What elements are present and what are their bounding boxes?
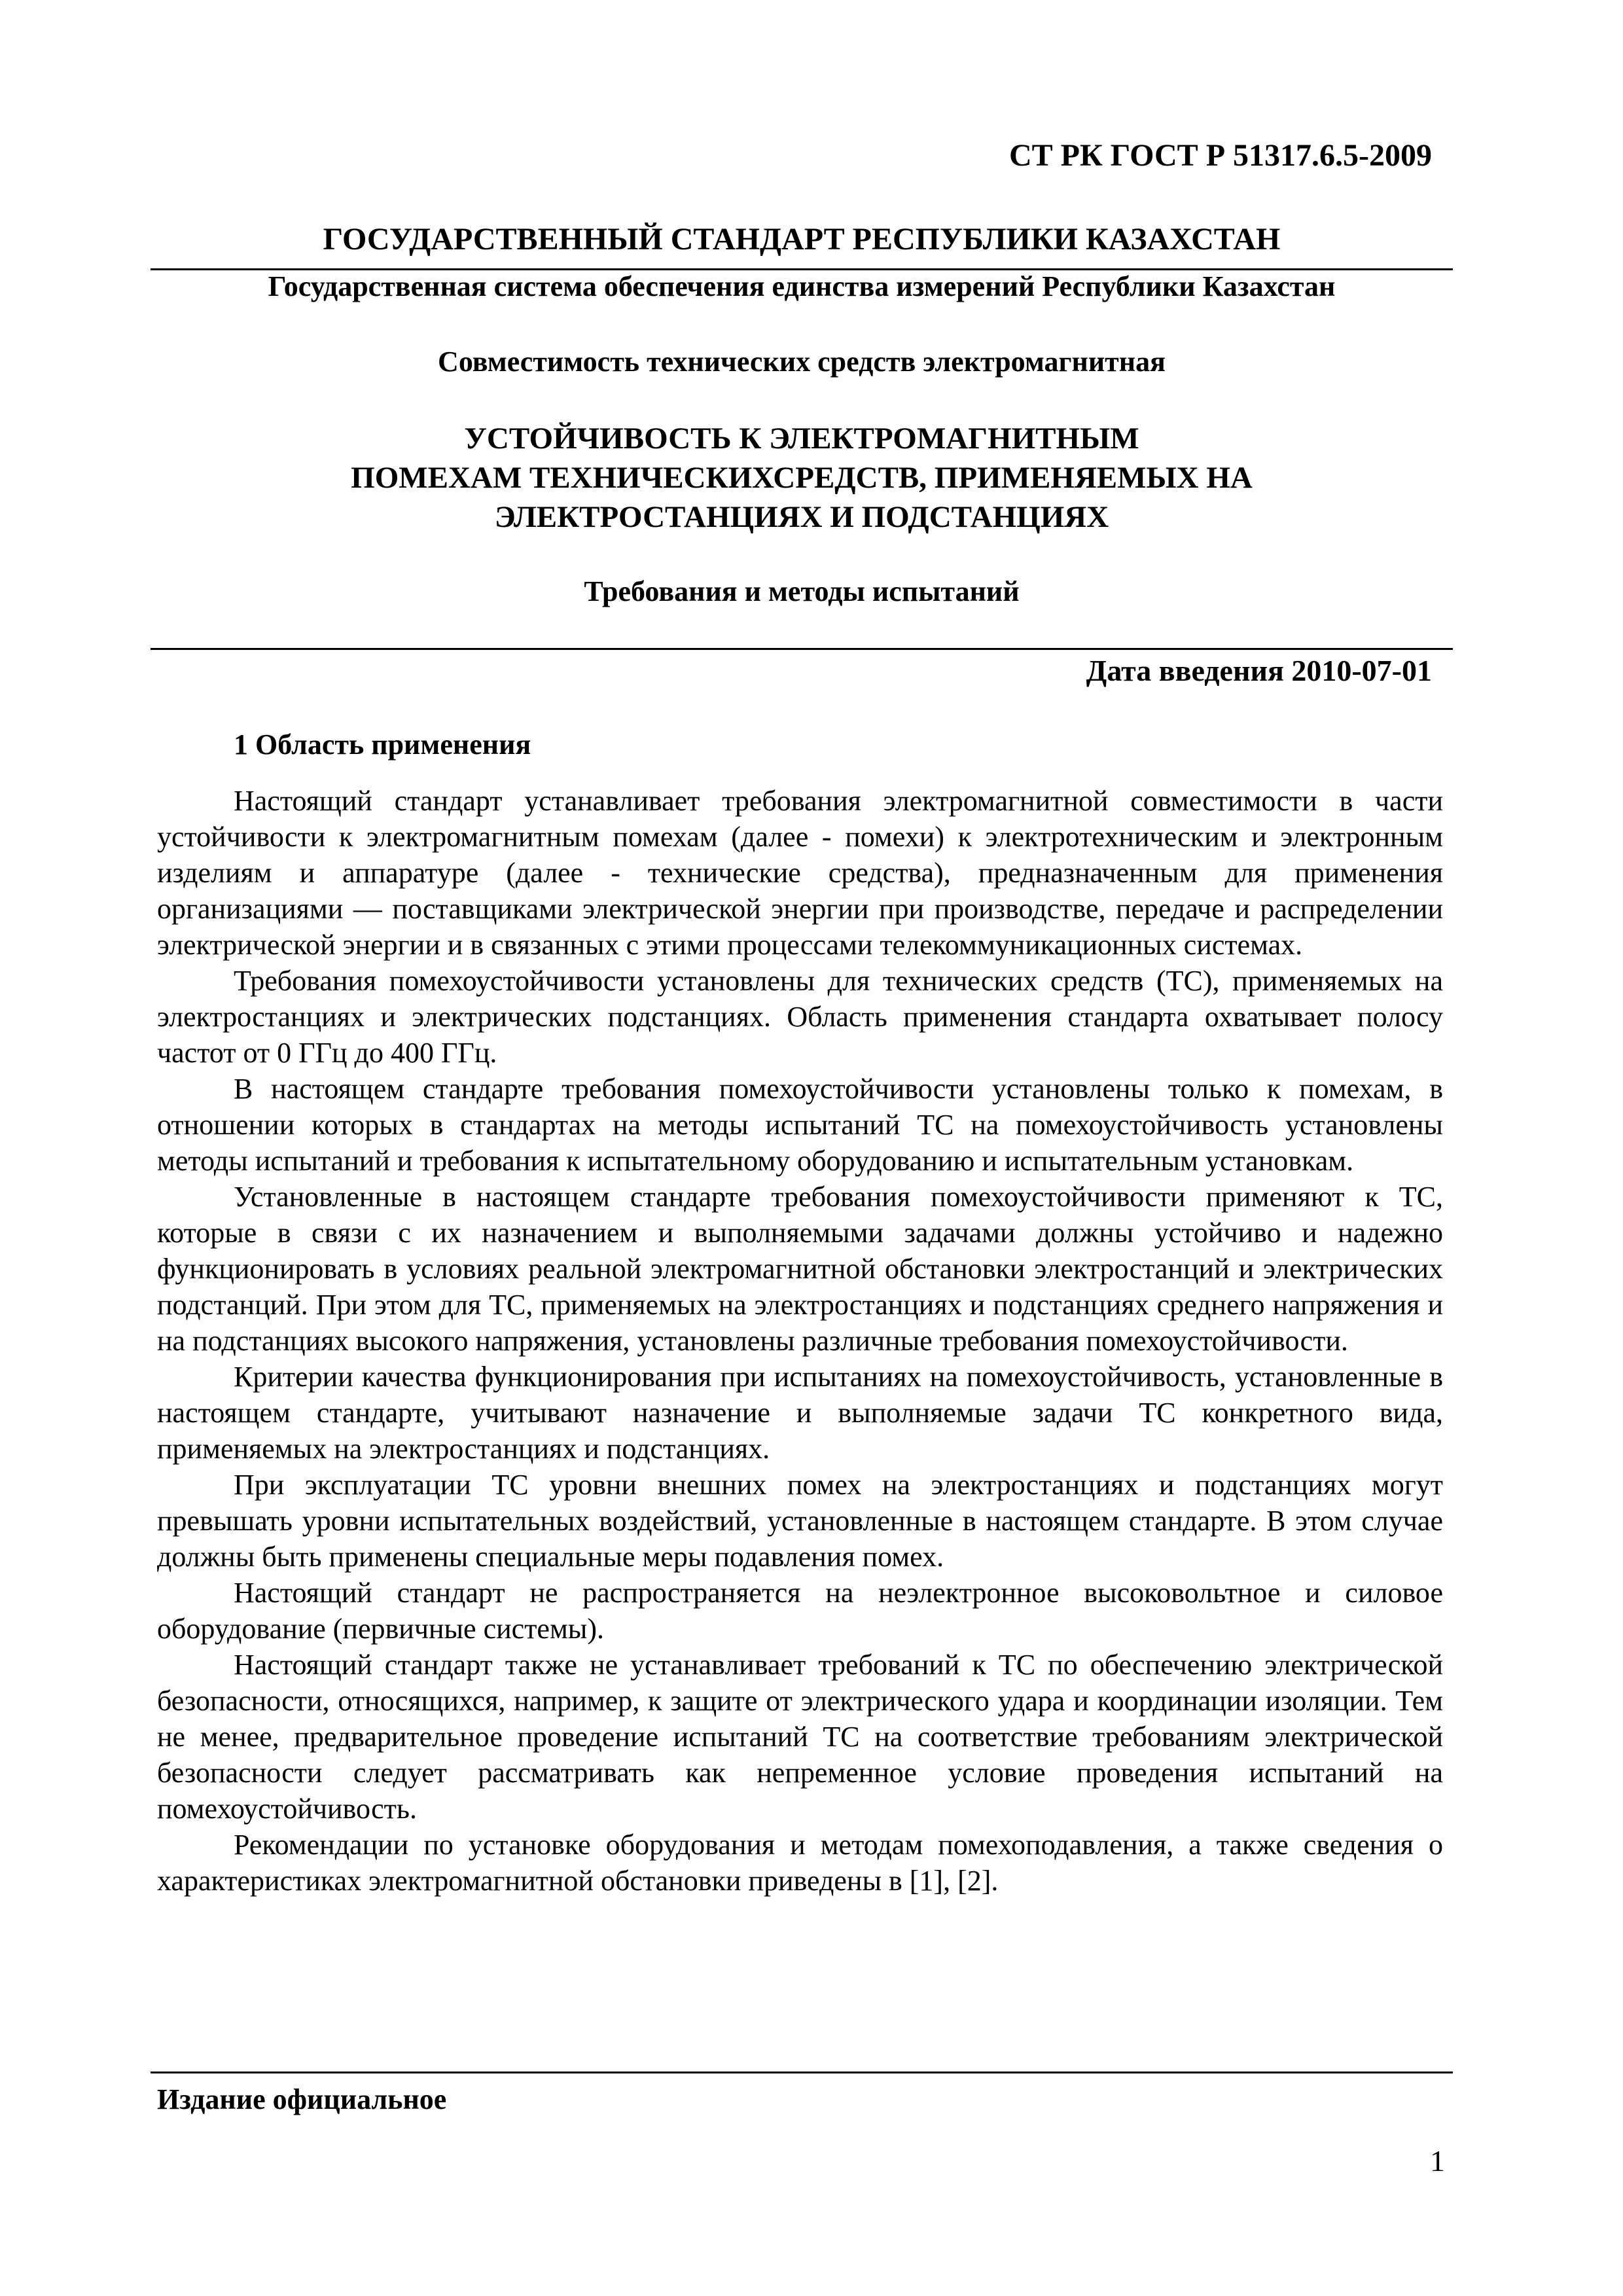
paragraph: При эксплуатации ТС уровни внешних помех на электростанциях и подстанциях могут превышать уровни испытательных воздействий, установленные в настоящем стандарте. В этом случае должны быть применены специальные меры подавления помех. xyxy=(157,1469,1443,1573)
section-heading: 1 Область применения xyxy=(234,728,531,761)
paragraph: В настоящем стандарте требования помехоустойчивости установлены только к помехам, в отношении которых в стандартах на методы испытаний ТС на помехоустойчивость установлены методы испытаний и требования к испытательному оборудованию и испытательным установкам. xyxy=(157,1073,1443,1177)
document-title-line: ЭЛЕКТРОСТАНЦИЯХ И ПОДСТАНЦИЯХ xyxy=(494,500,1109,534)
paragraph: Настоящий стандарт также не устанавливает требований к ТС по обеспечению электрической безопасности, относящихся, например, к защите от электрического удара и координации изоляции. Тем не менее, предварительное проведение испытаний ТС на соответствие требованиям электрической безопасности следует рассматривать как непременное условие проведения испытаний на помехоустойчивость. xyxy=(157,1649,1443,1825)
paragraph: Требования помехоустойчивости установлены для технических средств (ТС), применяемых на электростанциях и электрических подстанциях. Область применения стандарта охватывает полосу частот от 0 ГГц до 400 ГГц. xyxy=(157,965,1443,1069)
edition-label: Издание официальное xyxy=(157,2083,447,2115)
document-title-line: ПОМЕХАМ ТЕХНИЧЕСКИХСРЕДСТВ, ПРИМЕНЯЕМЫХ НА xyxy=(351,461,1253,495)
document-subtitle: Требования и методы испытаний xyxy=(584,575,1020,607)
paragraph: Рекомендации по установке оборудования и методам помехоподавления, а также сведения о характеристиках электромагнитной обстановки приведены в [1], [2]. xyxy=(157,1829,1443,1897)
section-body xyxy=(157,783,1443,1899)
paragraph: Установленные в настоящем стандарте требования помехоустойчивости применяют к ТС, которые в связи с их назначением и выполняемыми задачами должны устойчиво и надежно функционировать в условиях реальной электромагнитной обстановки электростанций и электрических подстанций. При этом для ТС, применяемых на электростанциях и подстанциях среднего напряжения и на подстанциях высокого напряжения, установлены различные требования помехоустойчивости. xyxy=(157,1181,1443,1357)
title-divider xyxy=(151,648,1453,650)
page-number: 1 xyxy=(1430,2144,1445,2178)
document-title-line: УСТОЙЧИВОСТЬ К ЭЛЕКТРОМАГНИТНЫМ xyxy=(464,422,1139,456)
paragraph: Критерии качества функционирования при испытаниях на помехоустойчивость, установленные в настоящем стандарте, учитывают назначение и выполняемые задачи ТС конкретного вида, применяемых на электростанциях и подстанциях. xyxy=(157,1361,1443,1465)
state-standard-title: ГОСУДАРСТВЕННЫЙ СТАНДАРТ РЕСПУБЛИКИ КАЗАХСТАН xyxy=(323,222,1281,257)
standard-designation: СТ РК ГОСТ Р 51317.6.5-2009 xyxy=(1008,138,1432,173)
measurement-system-title: Государственная система обеспечения единства измерений Республики Казахстан xyxy=(268,270,1336,302)
introduction-date: Дата введения 2010-07-01 xyxy=(1086,654,1432,687)
paragraph: Настоящий стандарт устанавливает требования электромагнитной совместимости в части устойчивости к электромагнитным помехам (далее - помехи) к электротехническим и электронным изделиям и аппаратуре (далее - технические средства), предназначенным для применения организациями — поставщиками электрической энергии при производстве, передаче и распределении электрической энергии и в связанных с этими процессами телекоммуникационных системах. xyxy=(157,785,1443,961)
standard-subject: Совместимость технических средств электромагнитная xyxy=(438,346,1166,378)
document-title xyxy=(151,419,1453,537)
paragraph: Настоящий стандарт не распространяется на неэлектронное высоковольтное и силовое оборудование (первичные системы). xyxy=(157,1577,1443,1645)
footer-divider xyxy=(151,2072,1453,2073)
